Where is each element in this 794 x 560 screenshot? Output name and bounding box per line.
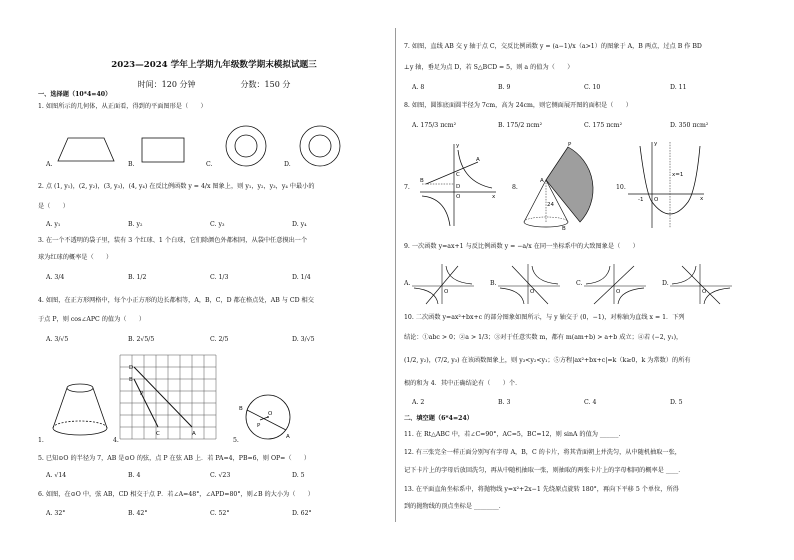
q4-option-a: A. 3/√5 [46,336,69,343]
q2-options [46,221,374,228]
svg-text:O: O [702,289,707,295]
fig10-neg1-label: -1 [638,197,644,203]
figure-10-parabola [626,138,706,230]
q3-option-d: D. 1/4 [292,274,311,281]
question-1-text: 1. 如图所示的几何体，从正面看，得到的平面图形是（ ） [38,103,207,110]
exam-time-score [38,80,390,90]
fig7-a-label: A [476,157,480,163]
q1-concentric-circles-figure [224,124,268,168]
svg-text:O: O [444,289,449,295]
question-4-line-1: 4. 如图，在正方形网格中，每个小正方形的边长都相等，A，B，C，D 都在格点处，AB 与 CD 相交 [38,297,314,304]
q4-option-d: D. 3/√5 [292,336,315,343]
q8-option-d: D. 350 πcm² [670,122,709,129]
q6-option-b: B. 42° [128,510,148,517]
q8-options [412,122,756,129]
question-12-line-1: 12. 有三张完全一样正面分别写有字母 A，B，C 的卡片，将其背面朝上并洗匀，从中随机抽取一张， [404,449,681,456]
fig7-d-label: D [456,184,461,190]
q7-option-b: B. 9 [498,84,511,91]
fig8-a-label: A [540,178,544,184]
q9-option-d-graph [670,262,734,306]
q6-option-c: C. 52° [210,510,230,517]
question-13-line-2: 到的抛物线的顶点坐标是 ________． [404,503,505,510]
question-11-text: 11. 在 Rt△ABC 中，若∠C=90°，AC=5，BC=12，则 sinA 的值为 ______． [404,431,625,438]
section-choice-heading: 一、选择题（10*4=40） [38,91,112,98]
q2-option-d: D. y₄ [292,221,307,228]
q10-option-d: D. 5 [670,399,683,406]
q7-option-c: C. 10 [584,84,601,91]
exam-time: 时间：120 分钟 [137,80,196,89]
question-7-line-2: ⊥y 轴，垂足为点 D，若 S△BCD = 5，则 a 的值为（ ） [404,64,574,71]
figure-7-hyperbola-line [418,140,498,230]
question-3-line-1: 3. 在一个不透明的袋子里，装有 3 个红球、1 个白球，它们除颜色外都相同，从袋中任意摸出一个 [38,237,308,244]
figure-10-label: 10. [616,184,626,191]
question-7-line-1: 7. 如图，直线 AB 交 y 轴于点 C，交反比例函数 y = (a−1)/x（a>1）的图象于 A，B 两点，过点 B 作 BD [404,43,702,50]
q9-option-c-label: C. [576,280,583,287]
svg-text:C: C [156,431,160,437]
q10-options [412,399,756,406]
q5-option-c: C. √23 [210,472,231,479]
question-10-line-1: 10. 二次函数 y=ax²+bx+c 的部分图象如图所示，与 y 轴交于 (0，−1)，对称轴为直线 x = 1．下列 [404,314,685,321]
svg-text:O: O [530,289,535,295]
question-4-line-2: 于点 P，则 cos∠APC 的值为（ ） [38,316,146,323]
q6-option-d: D. 62° [292,510,312,517]
q9-option-b-label: B. [490,280,497,287]
q7-options [412,84,756,91]
q2-option-a: A. y₁ [46,221,61,228]
figure-4-label: 4. [113,437,119,444]
q1-option-c-label: C. [206,161,213,168]
q1-option-d-label: D. [284,161,291,168]
question-6-text: 6. 如图，在⊙O 中，弦 AB，CD 相交于点 P．若∠A=48°，∠APD=80°，则∠B 的大小为（ ） [38,491,314,498]
q2-option-c: C. y₃ [210,221,225,228]
q7-option-a: A. 8 [412,84,425,91]
exam-title: 2023—2024 学年上学期九年级数学期末模拟试题三 [111,60,317,70]
fig10-o-label: O [654,197,659,203]
question-3-line-2: 球为红球的概率是（ ） [38,254,113,261]
q6-option-a: A. 32° [46,510,66,517]
q1-trapezoid-figure [56,135,116,167]
q5-options [46,472,374,479]
fig8-p-label: P [568,142,572,148]
q1-option-b-label: B. [128,161,135,168]
svg-text:B: B [129,377,133,383]
question-8-text: 8. 如图，圆锥底面圆半径为 7cm，高为 24cm，则它侧面展开图的面积是（ ） [404,102,632,109]
fig7-x-label: x [492,194,496,200]
fig7-c-label: C [456,172,460,178]
q4-options [46,336,374,343]
figure-7-label: 7. [404,184,410,191]
fig8-b-label: B [562,226,566,232]
fig10-axis-label: x=1 [672,172,684,178]
fig7-o-label: O [456,194,461,200]
q2-option-b: B. y₂ [128,221,143,228]
frustum-figure [48,382,112,442]
q5-option-d: D. 5 [292,472,305,479]
question-5-text: 5. 已知⊙O 的半径为 7，AB 是⊙O 的弦，点 P 在弦 AB 上．若 PA=4，PB=6，则 OP=（ ） [38,455,311,462]
q1-option-a-label: A. [46,161,53,168]
column-divider [395,28,396,522]
q10-option-a: A. 2 [412,399,425,406]
svg-text:O: O [616,289,621,295]
fig7-b-label: B [420,178,424,184]
svg-text:B: B [239,406,243,412]
question-10-line-3: (1/2, y₂)，(7/2, y₃) 在该函数图象上，则 y₃<y₂<y₁；⑤方程|ax²+bx+c|=k（k≥0，k 为常数）的所有 [404,357,691,364]
svg-text:P: P [257,423,261,429]
question-13-line-1: 13. 在平面直角坐标系中，将抛物线 y=x²+2x−1 先绕原点旋转 180°，再向下平移 5 个单位，所得 [404,486,679,493]
q5-option-a: A. √14 [46,472,67,479]
exam-score: 分数：150 分 [240,80,291,89]
q8-option-a: A. 175/3 πcm² [412,122,457,129]
q9-option-d-label: D. [662,280,669,287]
q3-option-b: B. 1/2 [128,274,147,281]
q3-option-a: A. 3/4 [46,274,65,281]
q10-option-c: C. 4 [584,399,597,406]
fig10-y-label: y [654,141,658,147]
svg-text:P: P [140,391,144,397]
fig7-y-label: y [456,143,460,149]
figure-8-label: 8. [512,184,518,191]
svg-text:D: D [129,365,134,371]
q1-rectangle-figure [140,136,186,166]
fig10-x-label: x [700,196,704,202]
svg-text:A: A [192,431,196,437]
figure-1-label: 1. [38,437,44,444]
q9-option-c-graph [584,262,648,306]
question-9-text: 9. 一次函数 y=ax+1 与反比例函数 y = −a/x 在同一坐标系中的大致图象是（ ） [404,243,639,250]
q10-option-b: B. 3 [498,399,511,406]
q1-two-circles-figure [298,124,342,168]
q7-option-d: D. 11 [670,84,687,91]
svg-text:O: O [268,411,273,417]
q9-option-b-graph [498,262,562,306]
fig8-height-label: 24 [547,202,554,208]
figure-5-label: 5. [233,437,239,444]
question-2-line-2: 是（ ） [38,203,69,210]
q4-option-c: C. 2/5 [210,336,229,343]
question-12-line-2: 记下卡片上的字母后放回洗匀，再从中随机抽取一张，则抽取的两张卡片上的字母相同的概率是 ____． [404,467,685,474]
q8-option-b: B. 175/2 πcm² [498,122,543,129]
section-fill-heading: 二、填空题（6*4=24） [404,415,473,422]
q4-option-b: B. 2√5/5 [128,336,155,343]
q3-options [46,274,374,281]
question-10-line-4: 根的和为 4．其中正确结论有（ ）个． [404,380,522,387]
q5-option-b: B. 4 [128,472,141,479]
question-10-line-2: 结论：①abc > 0；②a > 1/3；③对于任意实数 m，都有 m(am+b) > a+b 成立；④若 (−2, y₁)， [404,334,683,341]
grid-figure [120,355,220,445]
q8-option-c: C. 175 πcm² [584,122,623,129]
svg-text:A: A [286,434,290,440]
circle-chord-figure [238,392,298,446]
question-2-line-1: 2. 点 (1, y₁)，(2, y₂)，(3, y₃)，(4, y₄) 在反比例函数 y = 4/x 图象上，则 y₁，y₂，y₃，y₄ 中最小的 [38,183,315,190]
q9-option-a-label: A. [404,280,411,287]
q9-option-a-graph [412,262,476,306]
q3-option-c: C. 1/3 [210,274,229,281]
figure-8-cone-sector [520,140,620,232]
q6-options [46,510,374,517]
